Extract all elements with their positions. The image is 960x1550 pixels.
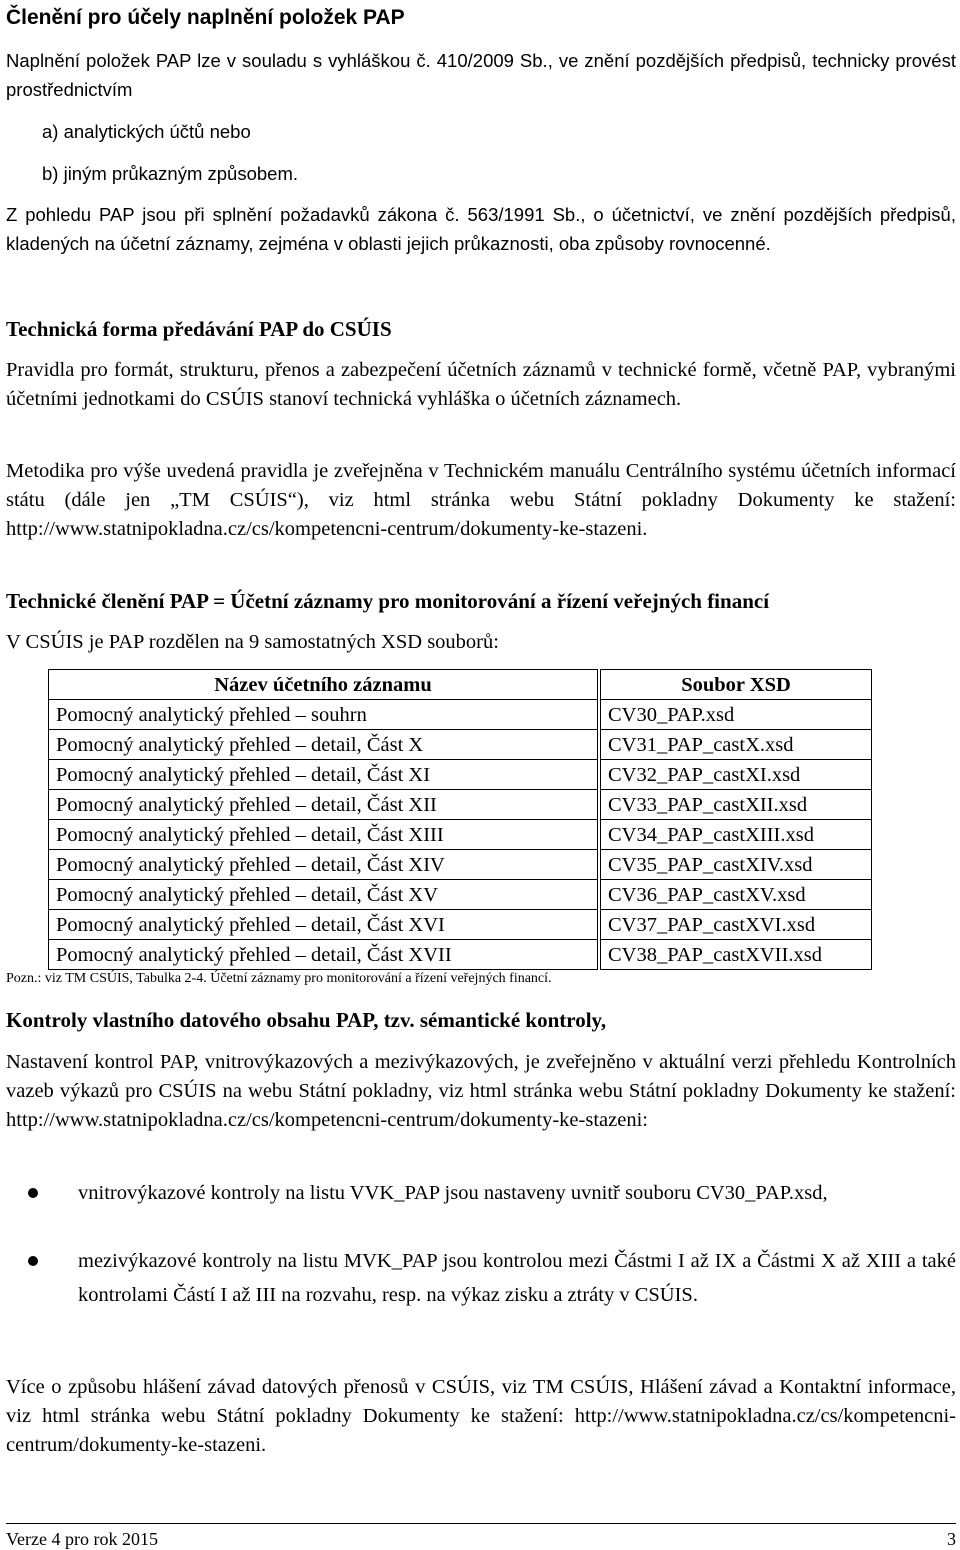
record-name-cell: Pomocný analytický přehled – detail, Část X [49,730,598,760]
table-note: Pozn.: viz TM CSÚIS, Tabulka 2-4. Účetní záznamy pro monitorování a řízení veřejných financí. [6,971,552,986]
methodology-paragraph: Metodika pro výše uvedená pravidla je zveřejněna v Technickém manuálu Centrálního systému účetních informací státu (dále jen „TM CSÚIS“), viz html stránka webu Státní pokladny Dokumenty ke stažení: http://www.statnipokladna.cz/cs/kompetencni-centrum/dokumenty-ke-stazeni. [6,460,956,540]
list-item: vnitrovýkazové kontroly na listu VVK_PAP jsou nastaveny uvnitř souboru CV30_PAP.xsd, [78,1182,828,1204]
controls-paragraph: Nastavení kontrol PAP, vnitrovýkazových a mezivýkazových, je zveřejněno v aktuální verzi přehledu Kontrolních vazeb výkazů pro CSÚIS na webu Státní pokladny, viz html stránka webu Státní pokladny Dokumenty ke stažení: http://www.statnipokladna.cz/cs/kompetencni-centrum/dokumenty-ke-stazeni: [6,1051,956,1131]
bullet-icon [28,1256,38,1266]
table-row [49,910,872,940]
xsd-file-cell: CV32_PAP_castXI.xsd [601,760,872,790]
record-name-cell: Pomocný analytický přehled – detail, Část XVII [49,940,598,970]
table-row [49,790,872,820]
table-row [49,700,872,730]
bullet-icon [28,1188,38,1198]
record-name-cell: Pomocný analytický přehled – detail, Část XI [49,760,598,790]
xsd-file-cell: CV30_PAP.xsd [601,700,872,730]
xsd-table [48,669,872,970]
table-row [49,940,872,970]
section-heading-cleneni: Členění pro účely naplnění položek PAP [6,6,405,29]
record-name-cell: Pomocný analytický přehled – souhrn [49,700,598,730]
xsd-file-cell: CV37_PAP_castXVI.xsd [601,910,872,940]
xsd-file-cell: CV31_PAP_castX.xsd [601,730,872,760]
table-header-row [49,670,872,700]
table-row [49,880,872,910]
table-row [49,760,872,790]
footer-page-number: 3 [947,1529,956,1549]
xsd-intro: V CSÚIS je PAP rozdělen na 9 samostatných XSD souborů: [6,631,499,653]
option-b: b) jiným průkazným způsobem. [42,163,299,184]
xsd-file-cell: CV34_PAP_castXIII.xsd [601,820,872,850]
table-row [49,850,872,880]
rules-paragraph: Pravidla pro formát, strukturu, přenos a zabezpečení účetních záznamů v technické formě, včetně PAP, vybranými účetními jednotkami do CSÚIS stanoví technická vyhláška o účetních záznamech. [6,359,956,410]
xsd-file-cell: CV35_PAP_castXIV.xsd [601,850,872,880]
column-header-name: Název účetního záznamu [49,670,598,700]
table-row [49,730,872,760]
xsd-file-cell: CV33_PAP_castXII.xsd [601,790,872,820]
equivalence-paragraph: Z pohledu PAP jsou při splnění požadavků zákona č. 563/1991 Sb., o účetnictví, ve znění pozdějších předpisů, kladených na účetní záznamy, zejména v oblasti jejich průkaznosti, oba způsoby rovnocenné. [6,204,956,254]
record-name-cell: Pomocný analytický přehled – detail, Část XII [49,790,598,820]
option-a: a) analytických účtů nebo [42,121,251,142]
xsd-file-cell: CV38_PAP_castXVII.xsd [601,940,872,970]
record-name-cell: Pomocný analytický přehled – detail, Část XIV [49,850,598,880]
list-item: mezivýkazové kontroly na listu MVK_PAP jsou kontrolou mezi Částmi I až IX a Částmi X až XIII a také kontrolami Částí I až III na rozvahu, resp. na výkaz zisku a ztráty v CSÚIS. [78,1250,956,1306]
closing-paragraph: Více o způsobu hlášení závad datových přenosů v CSÚIS, viz TM CSÚIS, Hlášení závad a Kontaktní informace, viz html stránka webu Státní pokladny Dokumenty ke stažení: http://www.statnipokladna.cz/cs/kompetencni-centrum/dokumenty-ke-stazeni. [6,1376,956,1456]
footer-divider [6,1523,956,1524]
intro-paragraph: Naplnění položek PAP lze v souladu s vyhláškou č. 410/2009 Sb., ve znění pozdějších předpisů, technicky provést prostřednictvím [6,50,956,100]
table-row [49,820,872,850]
section-heading-technicke-cleneni: Technické členění PAP = Účetní záznamy pro monitorování a řízení veřejných financí [6,589,770,613]
xsd-file-cell: CV36_PAP_castXV.xsd [601,880,872,910]
record-name-cell: Pomocný analytický přehled – detail, Část XV [49,880,598,910]
footer-version: Verze 4 pro rok 2015 [6,1529,158,1549]
section-heading-kontroly: Kontroly vlastního datového obsahu PAP, tzv. sémantické kontroly, [6,1008,607,1032]
section-heading-technicka-forma: Technická forma předávání PAP do CSÚIS [6,317,392,341]
column-header-xsd: Soubor XSD [601,670,872,700]
record-name-cell: Pomocný analytický přehled – detail, Část XVI [49,910,598,940]
record-name-cell: Pomocný analytický přehled – detail, Část XIII [49,820,598,850]
